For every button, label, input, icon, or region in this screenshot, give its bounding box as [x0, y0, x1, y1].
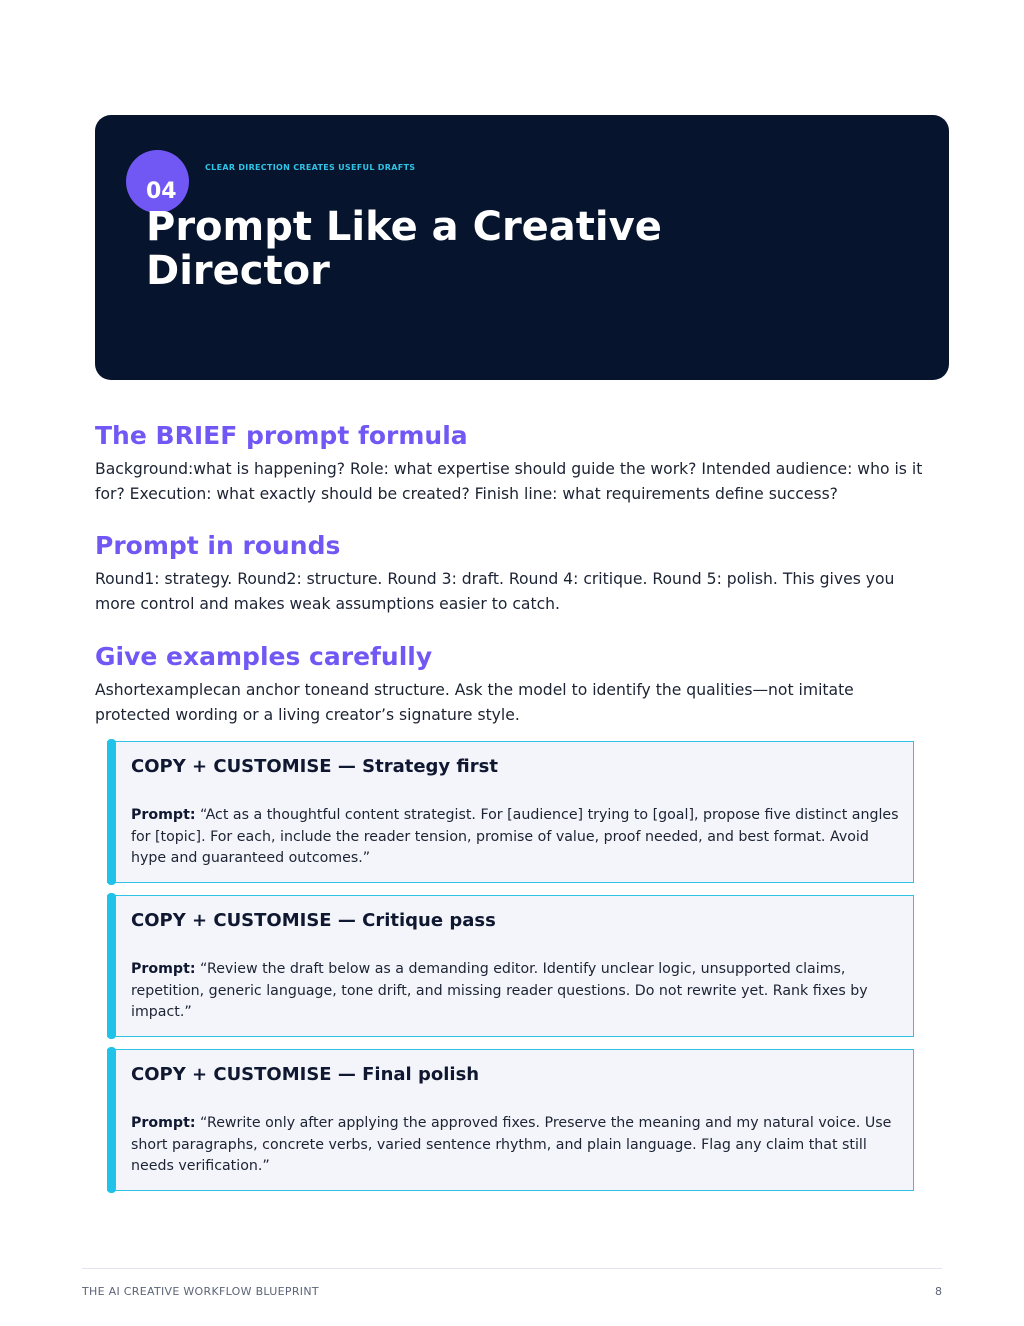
card-prompt-text — [131, 1113, 901, 1178]
footer-divider — [82, 1268, 942, 1269]
section-body-rounds: Round1: strategy. Round2: structure. Round 3: draft. Round 4: critique. Round 5: polish. This gives you more control and makes weak assumptions easier to catch. — [95, 570, 895, 613]
card-title: COPY + CUSTOMISE — Strategy first — [131, 756, 498, 777]
prompt-label: Prompt: — [131, 961, 196, 977]
section-heading-examples: Give examples carefully — [95, 642, 433, 671]
card-title: COPY + CUSTOMISE — Critique pass — [131, 910, 496, 931]
prompt-label: Prompt: — [131, 807, 196, 823]
card-accent-bar — [107, 1047, 116, 1193]
card-title: COPY + CUSTOMISE — Final polish — [131, 1064, 480, 1085]
card-accent-bar — [107, 739, 116, 885]
prompt-card-polish — [107, 1049, 914, 1191]
section-heading-rounds: Prompt in rounds — [95, 531, 341, 560]
chapter-title: Prompt Like a Creative Director — [146, 204, 662, 294]
prompt-label: Prompt: — [131, 1115, 196, 1131]
prompt-card-strategy — [107, 741, 914, 883]
prompt-body: “Act as a thoughtful content strategist. For [audience] trying to [goal], propose five distinct angles for [topic]. For each, include the reader tension, promise of value, proof needed, and best format. Avoid hype and guaranteed outcomes.” — [131, 807, 899, 866]
chapter-kicker: CLEAR DIRECTION CREATES USEFUL DRAFTS — [205, 163, 416, 172]
card-prompt-text — [131, 805, 901, 870]
page-number: 8 — [935, 1285, 942, 1298]
section-body-examples: Ashortexamplecan anchor toneand structure. Ask the model to identify the qualities—not imitate protected wording or a living creator’s signature style. — [95, 681, 854, 724]
chapter-hero — [95, 115, 949, 380]
prompt-card-critique — [107, 895, 914, 1037]
prompt-body: “Rewrite only after applying the approved fixes. Preserve the meaning and my natural voice. Use short paragraphs, concrete verbs, varied sentence rhythm, and plain language. Flag any claim that still needs verification.” — [131, 1115, 892, 1174]
chapter-number: 04 — [146, 179, 177, 204]
section-heading-brief: The BRIEF prompt formula — [95, 421, 468, 450]
section-body-brief: Background:what is happening? Role: what expertise should guide the work? Intended audience: who is it for? Execution: what exactly should be created? Finish line: what requirements define success? — [95, 460, 923, 503]
card-accent-bar — [107, 893, 116, 1039]
prompt-body: “Review the draft below as a demanding editor. Identify unclear logic, unsupported claims, repetition, generic language, tone drift, and missing reader questions. Do not rewrite yet. Rank fixes by impact.” — [131, 961, 868, 1020]
footer-book-title: THE AI CREATIVE WORKFLOW BLUEPRINT — [82, 1285, 319, 1298]
card-prompt-text — [131, 959, 901, 1024]
